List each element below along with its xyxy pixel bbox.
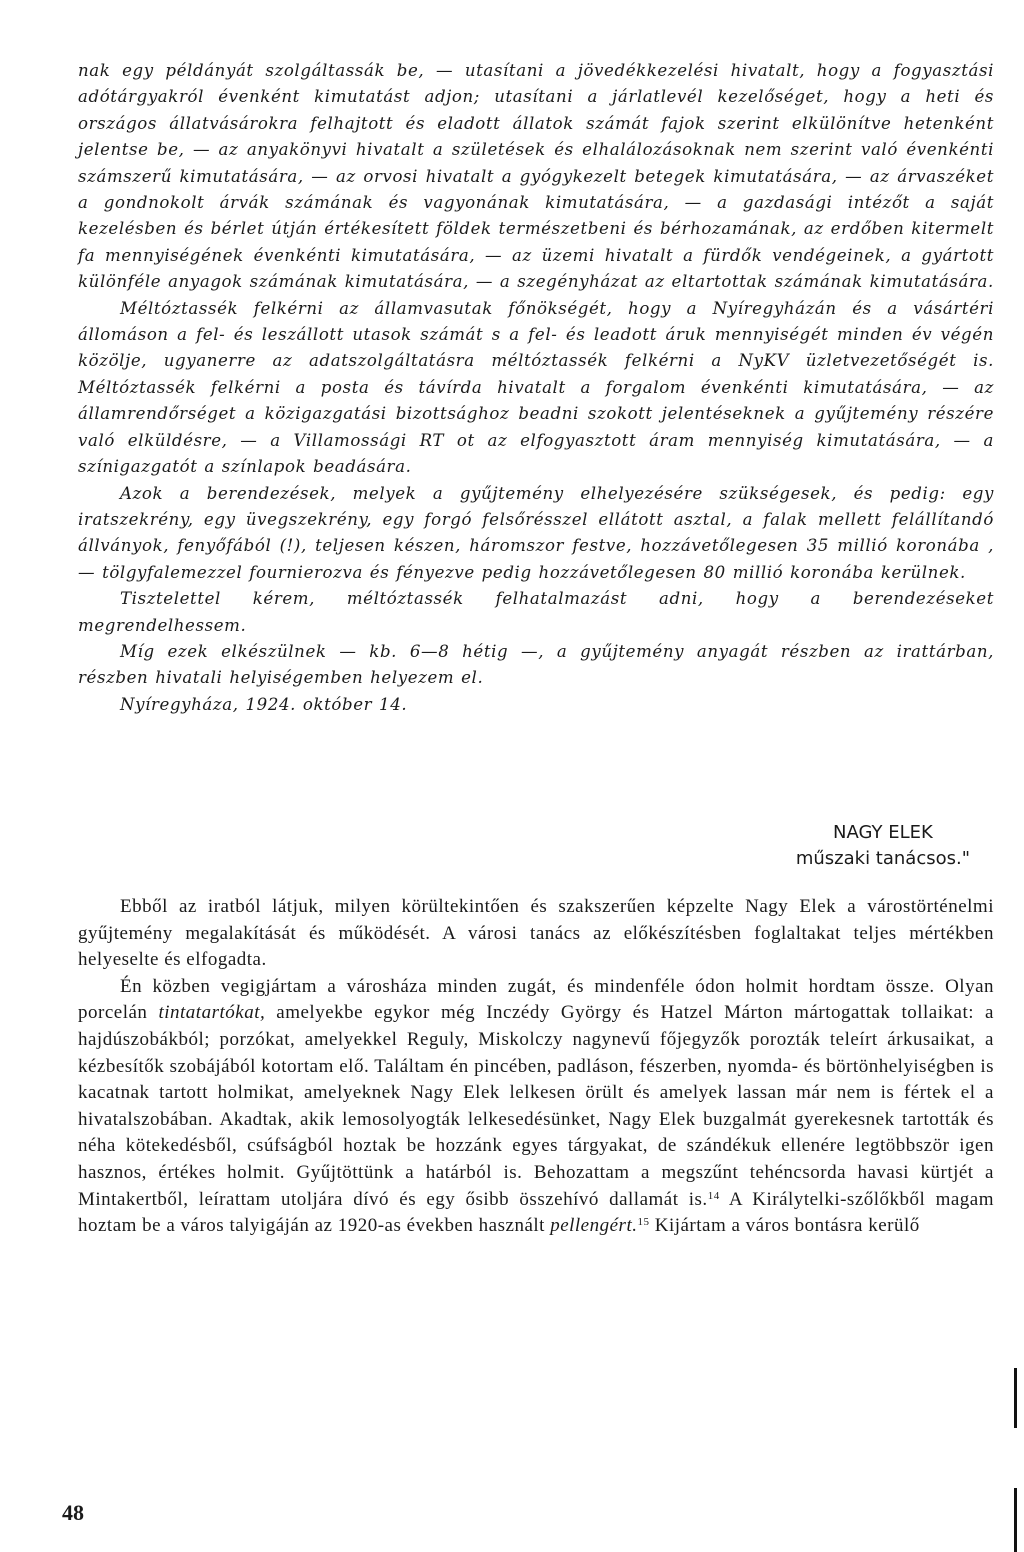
signature-block	[796, 820, 970, 872]
signature-name: NAGY ELEK	[833, 822, 933, 843]
italic-term-tintatartok: tintatartókat,	[158, 1002, 266, 1024]
italic-term-pellengert: pellengért.	[550, 1215, 638, 1237]
body-paragraph-1: Ebből az iratból látjuk, milyen körültekintően és szakszerűen képzelte Nagy Elek a várostörténelmi gyűjtemény megalakítását és működését. A városi tanács az előkészítésben foglaltakat teljes mértékben helyeselte és elfogadta.	[78, 896, 994, 971]
body-text-run: Kijártam a város bontásra kerülő	[649, 1215, 920, 1237]
scan-edge-mark	[1014, 1488, 1017, 1552]
quote-paragraph-4: Tisztelettel kérem, méltóztassék felhatalmazást adni, hogy a berendezéseket megrendelhessem.	[78, 589, 994, 635]
body-text	[78, 894, 994, 1240]
scan-edge-mark	[1014, 1368, 1017, 1428]
body-text-run: A Királytelki-szőlőkből magam hoztam be a város talyigáján az 1920-as években használt	[78, 1188, 994, 1237]
quote-paragraph-3: Azok a berendezések, melyek a gyűjtemény elhelyezésére szükségesek, és pedig: egy iratszekrény, egy üvegszekrény, egy forgó felsőrésszel ellátott asztal, a falak mellett felállítandó állványok, fenyőfából (!), teljesen készen, háromszor festve, hozzávetőlegesen 35 millió koronába ,— tölgyfalemezzel fournierozva és fényezve pedig hozzávetőlegesen 80 millió koronába kerülnek.	[78, 483, 994, 582]
body-text-run: Én közben vegigjártam a városháza minden zugát, és mindenféle ódon holmit hordtam össze. Olyan porcelán	[78, 975, 994, 1024]
body-text-run: amelyekbe egykor még Inczédy György és Hatzel Márton mártogattak tollaikat: a hajdúszobákból; porzókat, amelyekkel Reguly, Miskolczy nagynevű főjegyzők porozták teleírt árkusaikat, a kézbesítők szobájából kotortam elő. Találtam én pincében, padláson, fészerben, nyomda- és börtönhelyiségben is kacatnak tartott holmikat, amelyeknek Nagy Elek lelkesen örült és amelyek lassan már nem is fértek el a hivatalszobában. Akadtak, akik lemosolyogták lelkesedésünket, Nagy Elek buzgalmát gyerekesnek tartották és néha kötekedésből, csúfságból hoztak be hozzánk egyes tárgyakat, de szándékuk ellenére legtöbbször igen hasznos, értékes holmit. Gyűjtöttünk a határból is. Behozattam a megszűnt tehéncsorda havasi kürtjét a Mintakertből, leírattam utoljára dívó és egy ősibb összehívó dallamát is.	[78, 1002, 994, 1210]
body-paragraph-2	[78, 974, 994, 1240]
footnote-ref-14[interactable]: 14	[707, 1189, 720, 1202]
footnote-ref-15[interactable]: 15	[637, 1216, 650, 1229]
quoted-letter	[78, 58, 994, 718]
quote-date-line: Nyíregyháza, 1924. október 14.	[120, 694, 408, 714]
quote-paragraph-2: Méltóztassék felkérni az államvasutak főnökségét, hogy a Nyíregyházán és a vásártéri állomáson a fel- és leszállott utasok számát s a fel- és leadott áruk mennyiségét minden év végén közölje, ugyanerre az adatszolgáltatásra méltóztassék felkérni a NyKV üzletvezetőségét is. Méltóztassék felkérni a posta és távírda hivatalt a forgalom évenkénti kimutatására, — az államrendőrséget a közigazgatási bizottsághoz beadni szokott jelentéseknek a gyűjtemény részére való elküldésre, — a Villamossági RT ot az elfogyasztott áram mennyiség kimutatására, — a színigazgatót a színlapok beadására.	[78, 298, 994, 477]
signature-title: műszaki tanácsos."	[795, 848, 970, 869]
quote-paragraph-5: Míg ezek elkészülnek — kb. 6—8 hétig —, a gyűjtemény anyagát részben az irattárban, részben hivatali helyiségemben helyezem el.	[78, 641, 994, 688]
quote-paragraph-1: nak egy példányát szolgáltassák be, — utasítani a jövedékkezelési hivatalt, hogy a fogyasztási adótárgyakról évenként kimutatást adjon; utasítani a járlatlevél kezelőséget, hogy a heti és országos állatvásárokra felhajtott és eladott állatok számát fajok szerint elkülönítve hetenként jelentse be, — az anyakönyvi hivatalt a születések és elhalálozásoknak nem szerint való évenkénti számszerű kimutatására, — az orvosi hivatalt a gyógykezelt betegek kimutatására, — az árvaszéket a gondnokolt árvák számának és vagyonának kimutatására, — a gazdasági intézőt a saját kezelésben és bérlet útján értékesített földek természetbeni és bérhozamának, az erdőben kitermelt fa mennyiségének évenkénti kimutatására, — az üzemi hivatalt a fürdők vendégeinek, a gyártott különféle anyagok számának kimutatására, — a szegényházat az eltartottak számának kimutatására.	[78, 61, 994, 292]
page-number: 48	[62, 1500, 84, 1525]
